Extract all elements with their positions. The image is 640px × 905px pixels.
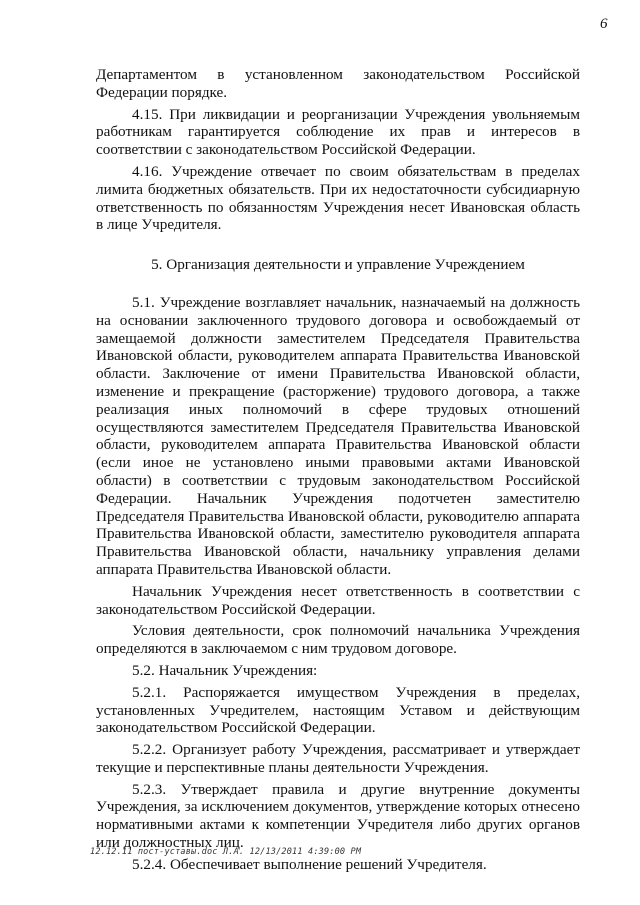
paragraph-5-2: 5.2. Начальник Учреждения:	[132, 661, 318, 679]
paragraph-4-15: 4.15. При ликвидации и реорганизации Учреждения увольняемым работникам гарантируется соблюдение их прав и интересов в соответствии с законодательством Российской Федерации.	[96, 105, 580, 159]
paragraph-5-2-3: 5.2.3. Утверждает правила и другие внутренние документы Учреждения, за исключением документов, утверждение которых отнесено нормативными актами к компетенции Учредителя либо других органов или должностных лиц.	[96, 780, 580, 852]
paragraph-4-16: 4.16. Учреждение отвечает по своим обязательствам в пределах лимита бюджетных обязательств. При их недостаточности субсидиарную ответственность по обязанностям Учреждения несет Ивановская область в лице Учредителя.	[96, 162, 580, 234]
paragraph-conditions: Условия деятельности, срок полномочий начальника Учреждения определяются в заключаемом с ним трудовом договоре.	[96, 622, 580, 658]
paragraph-5-2-4: 5.2.4. Обеспечивает выполнение решений Учредителя.	[132, 855, 487, 873]
document-footer: 12.12.11 пост-уставы.doc Л.А. 12/13/2011 4:39:00 PM	[90, 847, 362, 857]
paragraph-5-2-2: 5.2.2. Организует работу Учреждения, рассматривает и утверждает текущие и перспективные планы деятельности Учреждения.	[96, 741, 580, 776]
paragraph-5-2-1: 5.2.1. Распоряжается имуществом Учреждения в пределах, установленных Учредителем, настоящим Уставом и действующим законодательством Российской Федерации.	[96, 683, 580, 737]
paragraph-5-1: 5.1. Учреждение возглавляет начальник, назначаемый на должность на основании заключенного трудового договора и освобождаемый от замещаемой должности заместителем Председателя Правительства Ивановской области, руководителем аппарата Правительства Ивановской области. Заключение от имени Правительства Ивановской области, изменение и прекращение (расторжение) трудового договора, а также реализация иных полномочий в сфере трудовых отношений осуществляются заместителем Председателя Правительства Ивановской области, руководителем аппарата Правительства Ивановской области (если иное не установлено иными правовыми актами Ивановской области) в соответствии с трудовым законодательством Российской Федерации. Начальник Учреждения подотчетен заместителю Председателя Правительства Ивановской области, руководителю аппарата Правительства Ивановской области, заместителю руководителя аппарата Правительства Ивановской области, начальнику управления делами аппарата Правительства Ивановской области.	[96, 293, 580, 578]
document-body	[96, 66, 580, 878]
section-heading: 5. Организация деятельности и управление Учреждением	[151, 256, 525, 274]
paragraph-responsibility: Начальник Учреждения несет ответственность в соответствии с законодательством Российской Федерации.	[96, 582, 580, 618]
paragraph-continuation: Департаментом в установленном законодательством Российской Федерации порядке.	[96, 66, 580, 101]
page-number: 6	[600, 16, 608, 32]
